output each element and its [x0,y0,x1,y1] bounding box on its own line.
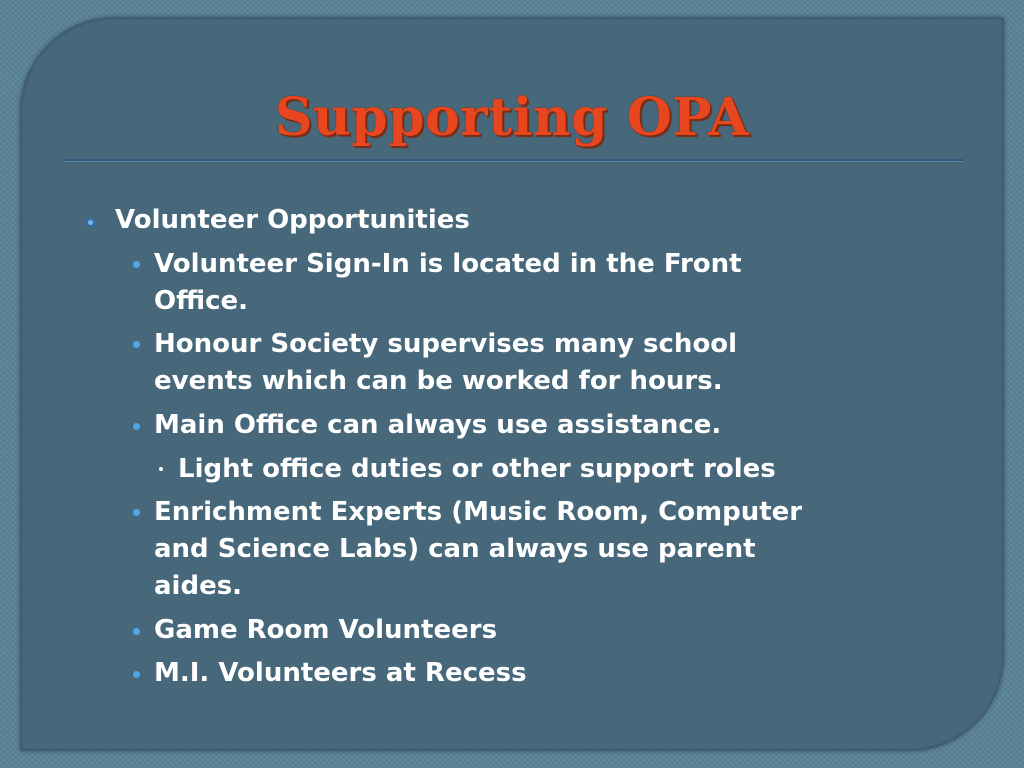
bullet-item: Enrichment Experts (Music Room, Computer [154,497,803,527]
sub-bullet-item: Light office duties or other support roles [178,454,776,484]
bullet-item: Honour Society supervises many school [154,329,738,359]
bullet-item: Main Office can always use assistance. [154,410,722,440]
bullet-item: Volunteer Sign-In is located in the Front [154,249,742,279]
bullet-heading: Volunteer Opportunities [115,205,470,235]
bullet-item: M.I. Volunteers at Recess [154,658,527,688]
bullet-item-continued: events which can be worked for hours. [154,366,723,396]
dot-bullet-icon [133,261,140,268]
dot-bullet-icon [133,671,140,678]
small-dot-bullet-icon [159,467,163,471]
ring-bullet-icon [86,218,95,227]
bullet-item-continued: and Science Labs) can always use parent [154,534,756,564]
dot-bullet-icon [133,509,140,516]
dot-bullet-icon [133,423,140,430]
slide-title: Supporting OPA [274,87,750,148]
bullet-item-continued: aides. [154,571,243,601]
dot-bullet-icon [133,341,140,348]
bullet-item: Game Room Volunteers [154,615,498,645]
dot-bullet-icon [133,628,140,635]
bullet-item-continued: Office. [154,286,249,316]
